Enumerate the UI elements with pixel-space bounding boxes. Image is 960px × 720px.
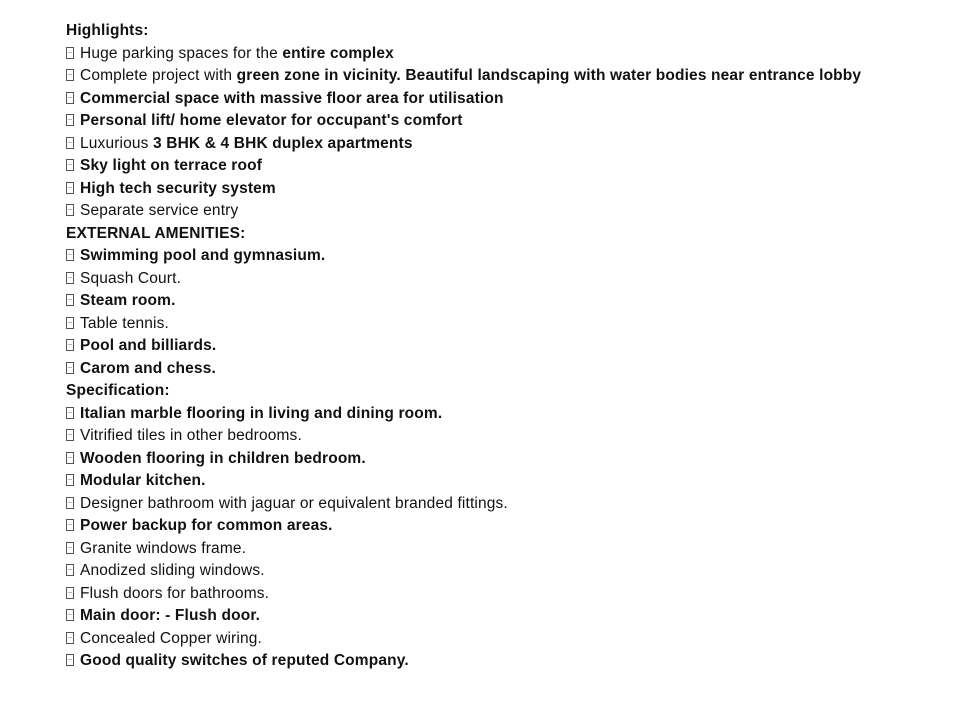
bullet-item bbox=[66, 358, 886, 381]
bullet-item bbox=[66, 403, 886, 426]
bullet-item bbox=[66, 425, 886, 448]
missing-glyph-box-icon bbox=[66, 452, 74, 464]
bullet-item bbox=[66, 155, 886, 178]
missing-glyph-box-icon bbox=[66, 429, 74, 441]
missing-glyph-box-icon bbox=[66, 407, 74, 419]
bullet-text: Separate service entry bbox=[80, 202, 239, 219]
bullet-item bbox=[66, 245, 886, 268]
bullet-item bbox=[66, 335, 886, 358]
bullet-item bbox=[66, 470, 886, 493]
bullet-item bbox=[66, 313, 886, 336]
bullet-item bbox=[66, 43, 886, 66]
document-text bbox=[66, 20, 886, 673]
bullet-text: 3 BHK & 4 BHK duplex apartments bbox=[153, 134, 413, 152]
bullet-text: Steam room. bbox=[80, 292, 176, 309]
bullet-item bbox=[66, 65, 886, 88]
bullet-text: Anodized sliding windows. bbox=[80, 562, 265, 579]
section-heading: EXTERNAL AMENITIES: bbox=[66, 224, 246, 242]
bullet-item bbox=[66, 515, 886, 538]
bullet-text: Vitrified tiles in other bedrooms. bbox=[80, 427, 302, 444]
missing-glyph-box-icon bbox=[66, 654, 74, 666]
missing-glyph-box-icon bbox=[66, 497, 74, 509]
section-heading: Highlights: bbox=[66, 22, 149, 39]
bullet-text: green zone in vicinity. Beautiful landscaping with water bodies near entrance lobby bbox=[236, 67, 862, 84]
bullet-item bbox=[66, 110, 886, 133]
missing-glyph-box-icon bbox=[66, 632, 74, 644]
missing-glyph-box-icon bbox=[66, 609, 74, 621]
missing-glyph-box-icon bbox=[66, 317, 74, 329]
missing-glyph-box-icon bbox=[66, 92, 74, 104]
bullet-text: Flush doors for bathrooms. bbox=[80, 584, 270, 602]
bullet-text: Swimming pool and gymnasium. bbox=[80, 247, 326, 264]
bullet-text: Sky light on terrace roof bbox=[80, 157, 263, 174]
bullet-item bbox=[66, 133, 886, 156]
bullet-item bbox=[66, 650, 886, 673]
missing-glyph-box-icon bbox=[66, 272, 74, 284]
missing-glyph-box-icon bbox=[66, 362, 74, 374]
bullet-text: Main door: - Flush door. bbox=[80, 607, 261, 624]
bullet-item bbox=[66, 560, 886, 583]
missing-glyph-box-icon bbox=[66, 564, 74, 576]
bullet-item bbox=[66, 268, 886, 291]
missing-glyph-box-icon bbox=[66, 294, 74, 306]
missing-glyph-box-icon bbox=[66, 114, 74, 126]
bullet-item bbox=[66, 628, 886, 651]
missing-glyph-box-icon bbox=[66, 339, 74, 351]
bullet-item bbox=[66, 583, 886, 606]
bullet-text: Designer bathroom with jaguar or equivalent branded fittings. bbox=[80, 494, 508, 512]
bullet-text: Commercial space with massive floor area for utilisation bbox=[80, 89, 504, 107]
bullet-item bbox=[66, 605, 886, 628]
missing-glyph-box-icon bbox=[66, 182, 74, 194]
bullet-text: Pool and billiards. bbox=[80, 337, 217, 354]
missing-glyph-box-icon bbox=[66, 249, 74, 261]
bullet-text: Table tennis. bbox=[80, 314, 169, 332]
bullet-item bbox=[66, 538, 886, 561]
bullet-item bbox=[66, 493, 886, 516]
bullet-text: Huge parking spaces for the bbox=[80, 44, 283, 62]
missing-glyph-box-icon bbox=[66, 69, 74, 81]
bullet-text: Italian marble flooring in living and dining room. bbox=[80, 404, 443, 422]
bullet-text: Modular kitchen. bbox=[80, 472, 206, 489]
bullet-text: Complete project with bbox=[80, 67, 237, 84]
bullet-text: Personal lift/ home elevator for occupant's comfort bbox=[80, 112, 463, 129]
missing-glyph-box-icon bbox=[66, 47, 74, 59]
missing-glyph-box-icon bbox=[66, 587, 74, 599]
missing-glyph-box-icon bbox=[66, 474, 74, 486]
missing-glyph-box-icon bbox=[66, 204, 74, 216]
missing-glyph-box-icon bbox=[66, 159, 74, 171]
missing-glyph-box-icon bbox=[66, 542, 74, 554]
bullet-text: Good quality switches of reputed Company. bbox=[80, 652, 409, 669]
bullet-text: Concealed Copper wiring. bbox=[80, 629, 262, 647]
bullet-item bbox=[66, 290, 886, 313]
bullet-item bbox=[66, 448, 886, 471]
bullet-item bbox=[66, 200, 886, 223]
section-heading: Specification: bbox=[66, 382, 170, 399]
bullet-text: Power backup for common areas. bbox=[80, 517, 333, 534]
bullet-text: Wooden flooring in children bedroom. bbox=[80, 449, 366, 467]
bullet-text: Carom and chess. bbox=[80, 359, 216, 377]
missing-glyph-box-icon bbox=[66, 137, 74, 149]
missing-glyph-box-icon bbox=[66, 519, 74, 531]
bullet-text: entire complex bbox=[282, 44, 394, 62]
bullet-item bbox=[66, 88, 886, 111]
bullet-text: High tech security system bbox=[80, 179, 276, 197]
bullet-item bbox=[66, 178, 886, 201]
bullet-text: Squash Court. bbox=[80, 269, 182, 287]
bullet-text: Granite windows frame. bbox=[80, 539, 247, 557]
bullet-text: Luxurious bbox=[80, 134, 154, 152]
